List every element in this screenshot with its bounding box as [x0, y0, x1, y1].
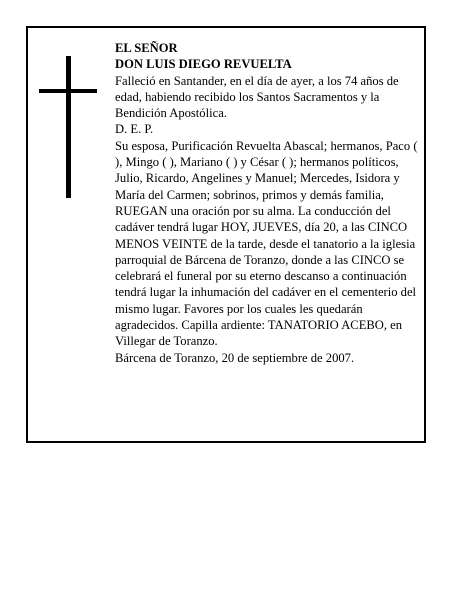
rip-abbreviation: D. E. P. [115, 122, 154, 137]
place-and-date: Bárcena de Toranzo, 20 de septiembre de 2007. [115, 350, 355, 365]
deceased-name: DON LUIS DIEGO REVUELTA [115, 57, 292, 72]
funeral-details: RUEGAN una oración por su alma. La conducción del cadáver tendrá lugar HOY, JUEVES, día 20, a las CINCO MENOS VEINTE de la tarde, desde el tanatorio a la iglesia parroquial de Bárcena de Toranzo, donde a las CINCO se celebrará el funeral por su eterno descanso a continuación tendrá lugar la inhumación del cadáver en el cementerio del mismo lugar. Favores por los cuales les quedarán agradecidos. Capilla ardiente: TANATORIO ACEBO, en Villegar de Toranzo. [115, 203, 417, 349]
cross-vertical-bar [66, 56, 71, 198]
family-list: Su esposa, Purificación Revuelta Abascal; hermanos, Paco ( ), Mingo ( ), Mariano ( ) y César ( ); hermanos políticos, Julio, Ricardo, Angelines y Manuel; Mercedes, Isidora y María del Carmen; sobrinos, primos y demás familia, [115, 138, 418, 202]
notice-heading-line1: EL SEÑOR [115, 41, 178, 55]
obituary-notice [26, 26, 426, 443]
notice-text [115, 40, 423, 366]
cross-icon [39, 56, 97, 198]
cross-horizontal-bar [39, 89, 97, 93]
death-announcement: Falleció en Santander, en el día de ayer, a los 74 años de edad, habiendo recibido los Santos Sacramentos y la Bendición Apostólica. [115, 73, 399, 121]
